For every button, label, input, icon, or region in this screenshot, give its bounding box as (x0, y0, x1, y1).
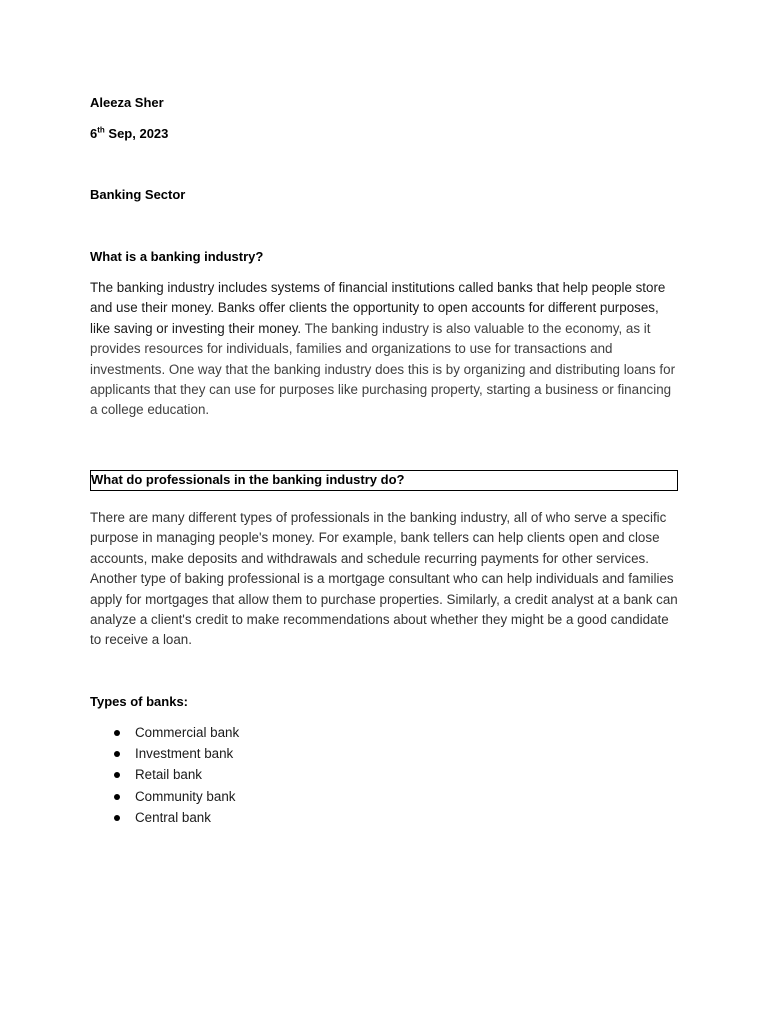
list-item-label: Community bank (135, 788, 236, 804)
author-name: Aleeza Sher (90, 95, 164, 110)
date-ordinal-suffix: th (97, 125, 105, 135)
list-item-label: Commercial bank (135, 725, 240, 740)
bank-types-list (90, 722, 239, 828)
list-item-label: Investment bank (135, 746, 234, 762)
document-title: Banking Sector (90, 187, 186, 202)
paragraph-banking-industry (90, 278, 678, 421)
bullet-icon (114, 730, 120, 736)
section-heading-professionals-box (90, 470, 678, 491)
list-item-label: Retail bank (135, 767, 202, 783)
list-item (90, 807, 239, 828)
list-item (90, 764, 239, 785)
date-month-year: Sep, 2023 (104, 126, 169, 141)
section-heading-banking-industry: What is a banking industry? (90, 249, 264, 264)
section-heading-professionals: What do professionals in the banking industry do? (91, 472, 405, 487)
paragraph-text-secondary: The banking industry is also valuable to the economy, as it provides resources for individuals, families and organizations to use for transactions and investments. One way that the banking industry does this is by organizing and distributing loans for applicants that they can use for purposes like purchasing property, starting a business or financing a college education. (90, 320, 676, 418)
bullet-icon (114, 772, 120, 778)
bullet-icon (114, 815, 120, 821)
list-item (90, 743, 239, 764)
bullet-icon (114, 751, 120, 757)
paragraph-text-primary: The banking industry includes systems of financial institutions called banks that help people store and use their money. Banks offer clients the opportunity to open accounts for different purposes, like saving or investing their money. (90, 280, 666, 336)
list-item-label: Central bank (135, 809, 211, 825)
list-item (90, 786, 239, 807)
document-date (90, 126, 168, 142)
bullet-icon (114, 794, 120, 800)
paragraph-professionals: There are many different types of professionals in the banking industry, all of who serve a specific purpose in managing people's money. For example, bank tellers can help clients open and close accounts, make deposits and withdrawals and schedule recurring payments for other services. Another type of baking professional is a mortgage consultant who can help individuals and families apply for mortgages that allow them to purchase properties. Similarly, a credit analyst at a bank can analyze a client's credit to make recommendations about whether they might be a good candidate to receive a loan. (90, 510, 678, 648)
section-heading-types-of-banks: Types of banks: (90, 694, 189, 709)
date-day: 6 (90, 126, 98, 141)
list-item (90, 722, 239, 743)
